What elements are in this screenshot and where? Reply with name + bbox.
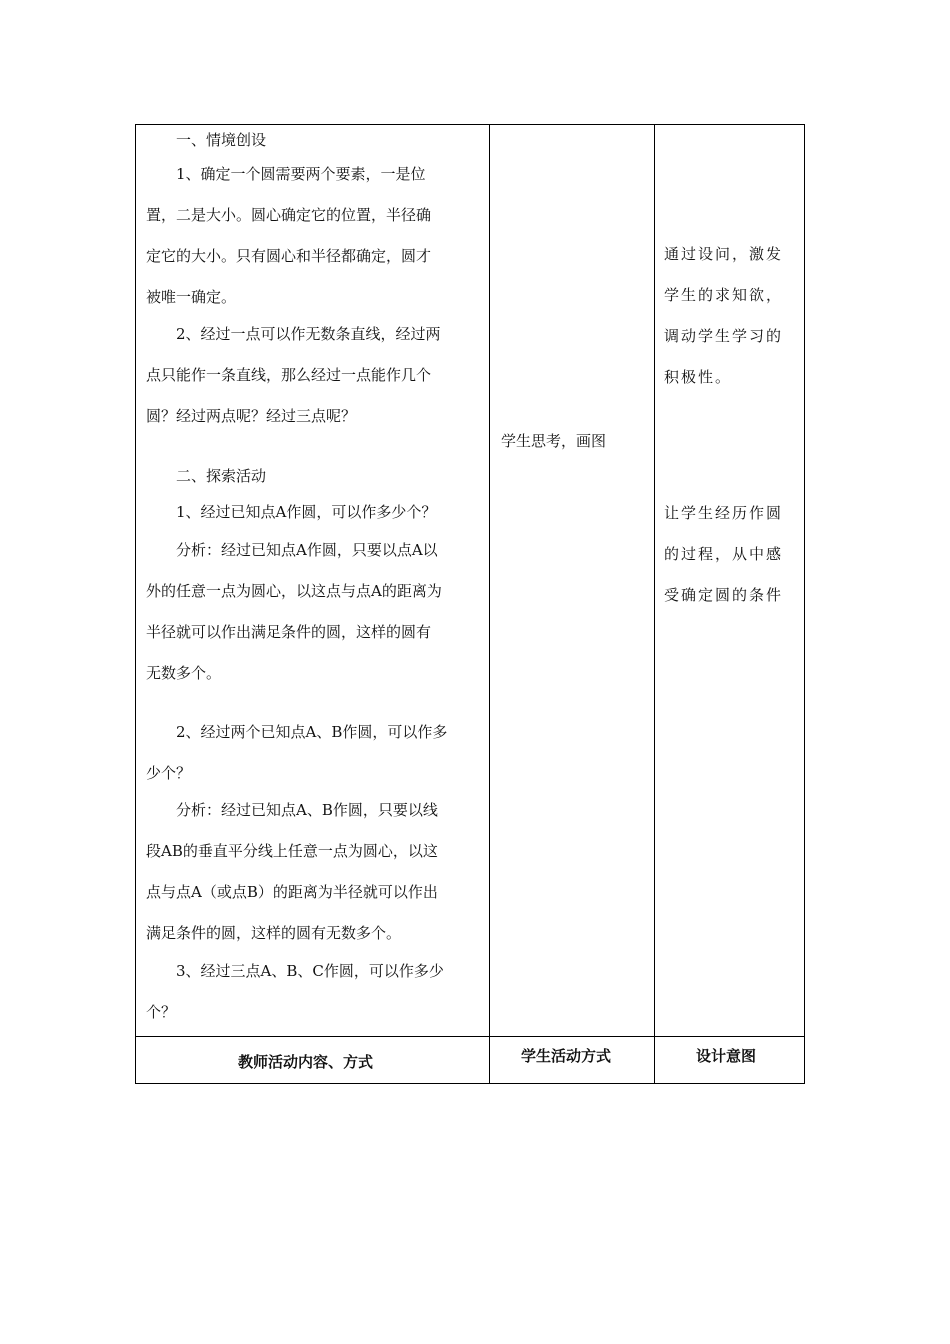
question-1: 1、经过已知点A作圆，可以作多少个？ xyxy=(176,503,437,521)
analysis-1: 分析：经过已知点A作圆，只要以点A以 外的任意一点为圆心，以这点与点A的距离为 半径就可以作出满足条件的圆，这样的圆有 无数多个。 xyxy=(146,541,442,682)
header-student-activity: 学生活动方式 xyxy=(521,1047,612,1065)
header-design-intent: 设计意图 xyxy=(696,1047,757,1065)
section-title-2: 二、探索活动 xyxy=(176,467,267,485)
paragraph-2: 2、经过一点可以作无数条直线，经过两 点只能作一条直线，那么经过一点能作几个 圆？经过两点呢？经过三点呢？ xyxy=(146,325,441,425)
question-2: 2、经过两个已知点A、B作圆，可以作多 少个？ xyxy=(146,723,448,782)
section-title-1: 一、情境创设 xyxy=(176,131,267,149)
analysis-2: 分析：经过已知点A、B作圆，只要以线 段AB的垂直平分线上任意一点为圆心，以这 点与点A（或点B）的距离为半径就可以作出 满足条件的圆，这样的圆有无数多个。 xyxy=(146,801,438,942)
column-divider-2 xyxy=(654,125,655,1083)
header-divider xyxy=(136,1036,804,1037)
paragraph-1: 1、确定一个圆需要两个要素，一是位 置，二是大小。圆心确定它的位置，半径确 定它的大小。只有圆心和半径都确定，圆才 被唯一确定。 xyxy=(146,165,432,306)
design-intent-2: 让学生经历作圆 的过程，从中感 受确定圆的条件 xyxy=(664,504,784,604)
lesson-table xyxy=(135,124,805,1084)
question-3: 3、经过三点A、B、C作圆，可以作多少 个？ xyxy=(146,962,444,1021)
header-teacher-activity: 教师活动内容、方式 xyxy=(238,1053,374,1071)
student-activity-text: 学生思考，画图 xyxy=(501,432,607,450)
column-divider-1 xyxy=(489,125,490,1083)
design-intent-1: 通过设问，激发 学生的求知欲， 调动学生学习的 积极性。 xyxy=(664,245,784,386)
